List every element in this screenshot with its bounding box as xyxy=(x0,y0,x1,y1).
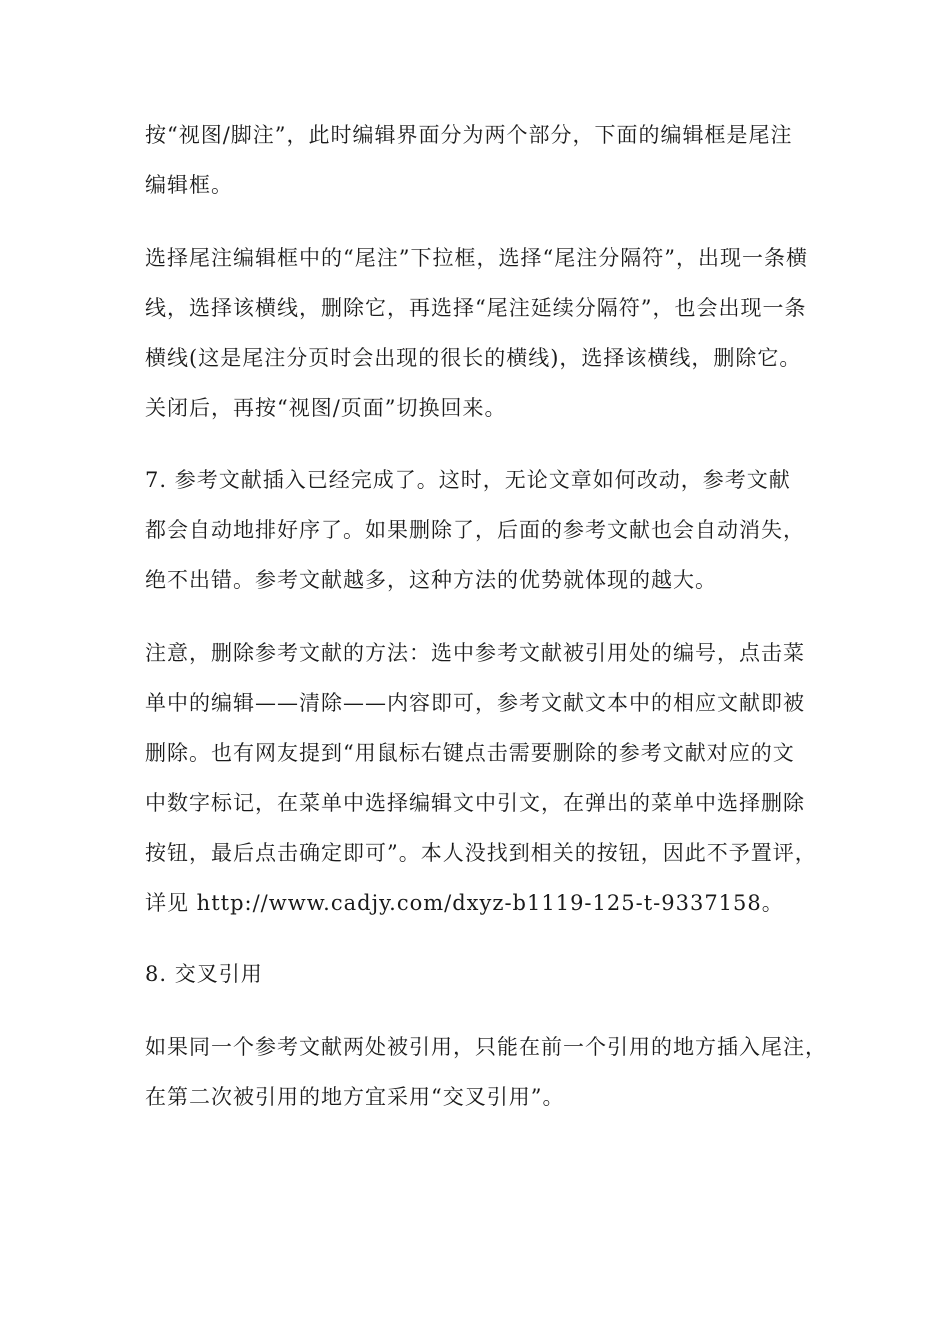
section-heading: 8. 交叉引用 xyxy=(145,962,263,986)
text-line: 7. 参考文献插入已经完成了。这时，无论文章如何改动，参考文献 xyxy=(145,468,791,492)
text-line: 线，选择该横线，删除它，再选择“尾注延续分隔符”，也会出现一条 xyxy=(145,296,807,320)
text-line: 关闭后，再按“视图/页面”切换回来。 xyxy=(145,396,507,420)
text-line: 选择尾注编辑框中的“尾注”下拉框，选择“尾注分隔符”，出现一条横 xyxy=(145,246,808,270)
text-line: 编辑框。 xyxy=(145,173,233,197)
text-line: 删除。也有网友提到“用鼠标右键点击需要删除的参考文献对应的文 xyxy=(145,741,795,765)
text-line: 详见 http://www.cadjy.com/dxyz-b1119-125-t-9337158。 xyxy=(145,891,784,915)
text-line: 如果同一个参考文献两处被引用，只能在前一个引用的地方插入尾注， xyxy=(145,1035,827,1059)
text-line: 单中的编辑——清除——内容即可，参考文献文本中的相应文献即被 xyxy=(145,691,805,715)
text-line: 横线(这是尾注分页时会出现的很长的横线)，选择该横线，删除它。 xyxy=(145,346,802,370)
text-line: 绝不出错。参考文献越多，这种方法的优势就体现的越大。 xyxy=(145,568,717,592)
text-line: 在第二次被引用的地方宜采用“交叉引用”。 xyxy=(145,1085,565,1109)
text-line: 中数字标记，在菜单中选择编辑文中引文，在弹出的菜单中选择删除 xyxy=(145,791,805,815)
text-line: 按“视图/脚注”，此时编辑界面分为两个部分，下面的编辑框是尾注 xyxy=(145,123,793,147)
text-line: 都会自动地排好序了。如果删除了，后面的参考文献也会自动消失， xyxy=(145,518,805,542)
text-line: 按钮，最后点击确定即可”。本人没找到相关的按钮，因此不予置评， xyxy=(145,841,817,865)
text-line: 注意，删除参考文献的方法：选中参考文献被引用处的编号，点击菜 xyxy=(145,641,805,665)
